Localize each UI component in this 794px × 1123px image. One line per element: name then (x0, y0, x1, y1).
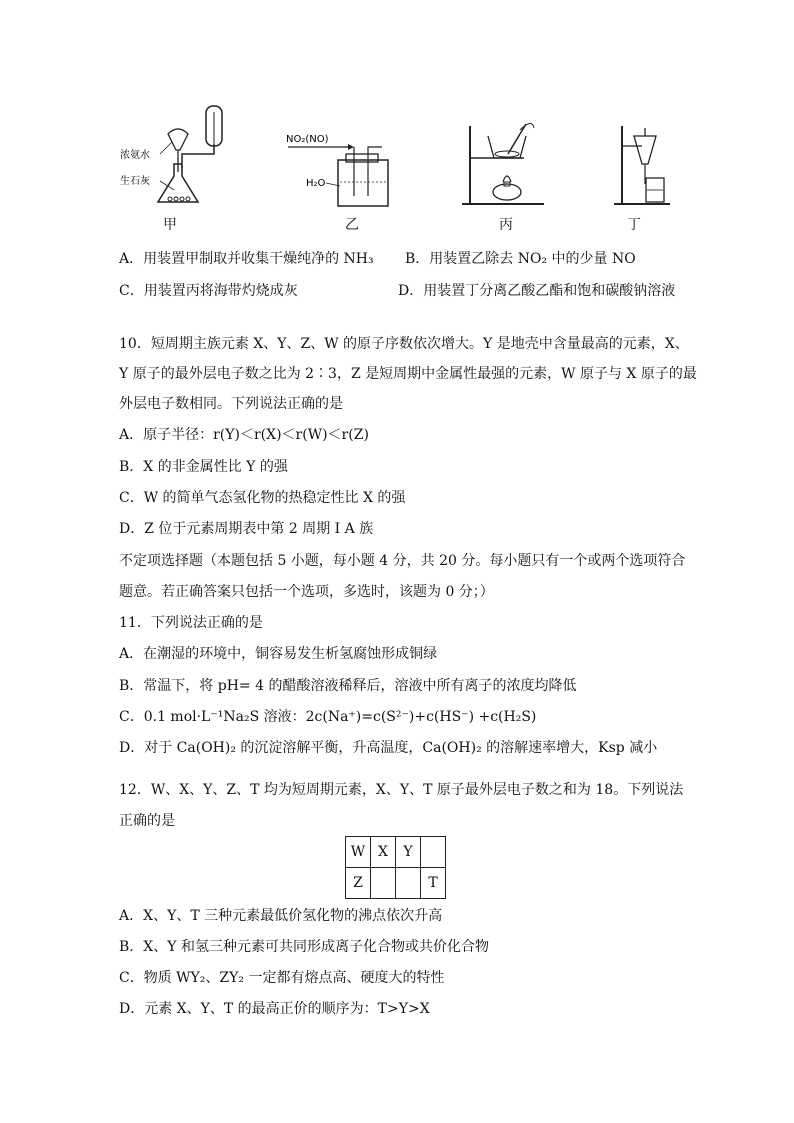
apparatus-ding-figure (612, 122, 672, 208)
figure-label-ding: 丁 (627, 217, 641, 233)
q11-option-c: C．0.1 mol·L⁻¹Na₂S 溶液：2c(Na⁺)=c(S²⁻)+c(HS⁻) +c(H₂S) (119, 709, 537, 725)
q11-option-a: A．在潮湿的环境中，铜容易发生析氢腐蚀形成铜绿 (119, 646, 438, 662)
table-cell: W (346, 837, 371, 868)
section-instructions-line2: 题意。若正确答案只包括一个选项，多选时，该题为 0 分；） (119, 584, 494, 600)
reagent-label-quicklime: 生石灰 (120, 176, 150, 187)
apparatus-bing-figure (458, 118, 548, 208)
q11-option-d: D．对于 Ca(OH)₂ 的沉淀溶解平衡，升高温度，Ca(OH)₂ 的溶解速率增大，Ksp 减小 (119, 740, 658, 756)
q9-option-b: B．用装置乙除去 NO₂ 中的少量 NO (405, 251, 636, 267)
table-cell (371, 868, 396, 899)
q12-option-a: A．X、Y、T 三种元素最低价氢化物的沸点依次升高 (119, 908, 443, 924)
figure-label-jia: 甲 (163, 217, 177, 233)
q9-option-a: A．用装置甲制取并收集干燥纯净的 NH₃ (119, 251, 374, 267)
q10-option-d: D．Z 位于元素周期表中第 2 周期 I A 族 (119, 521, 374, 537)
q10-stem-line3: 外层电子数相同。下列说法正确的是 (119, 396, 343, 412)
table-cell: Z (346, 868, 371, 899)
q10-stem-line2: Y 原子的最外层电子数之比为 2∶3，Z 是短周期中金属性最强的元素，W 原子与 X 原子的最 (119, 366, 697, 382)
figure-label-bing: 丙 (499, 217, 513, 233)
q12-option-d: D．元素 X、Y、T 的最高正价的顺序为：T>Y>X (119, 1001, 430, 1017)
apparatus-jia-figure (118, 104, 228, 209)
q12-option-b: B．X、Y 和氢三种元素可共同形成离子化合物或共价化合物 (119, 939, 489, 955)
reagent-label-ammonia: 浓氨水 (120, 150, 150, 161)
table-row (346, 837, 446, 868)
q9-option-c: C．用装置丙将海带灼烧成灰 (119, 283, 298, 299)
q10-option-c: C．W 的简单气态氢化物的热稳定性比 X 的强 (119, 490, 406, 506)
q10-option-b: B．X 的非金属性比 Y 的强 (119, 459, 288, 475)
q11-option-b: B．常温下，将 pH= 4 的醋酸溶液稀释后，溶液中所有离子的浓度均降低 (119, 678, 577, 694)
q12-stem-line2: 正确的是 (119, 813, 175, 829)
apparatus-yi-figure (282, 130, 392, 210)
q12-stem-line1: 12．W、X、Y、Z、T 均为短周期元素，X、Y、T 原子最外层电子数之和为 18。下列说法 (119, 782, 684, 798)
table-cell (396, 868, 421, 899)
q11-stem: 11．下列说法正确的是 (119, 615, 263, 631)
q12-option-c: C．物质 WY₂、ZY₂ 一定都有熔点高、硬度大的特性 (119, 970, 445, 986)
q10-stem-line1: 10．短周期主族元素 X、Y、Z、W 的原子序数依次增大。Y 是地壳中含量最高的元素，X、 (119, 336, 689, 352)
table-cell (421, 837, 446, 868)
table-cell: T (421, 868, 446, 899)
periodic-table-fragment (345, 836, 446, 899)
gas-label: NO₂(NO) (286, 134, 329, 145)
table-cell: Y (396, 837, 421, 868)
q9-option-d: D．用装置丁分离乙酸乙酯和饱和碳酸钠溶液 (398, 283, 676, 299)
table-row (346, 868, 446, 899)
figure-label-yi: 乙 (345, 217, 359, 233)
section-instructions-line1: 不定项选择题（本题包括 5 小题，每小题 4 分，共 20 分。每小题只有一个或两个选项符合 (119, 553, 686, 569)
table-cell: X (371, 837, 396, 868)
liquid-label: H₂O (306, 178, 326, 189)
q10-option-a: A．原子半径：r(Y)＜r(X)＜r(W)＜r(Z) (119, 427, 369, 443)
